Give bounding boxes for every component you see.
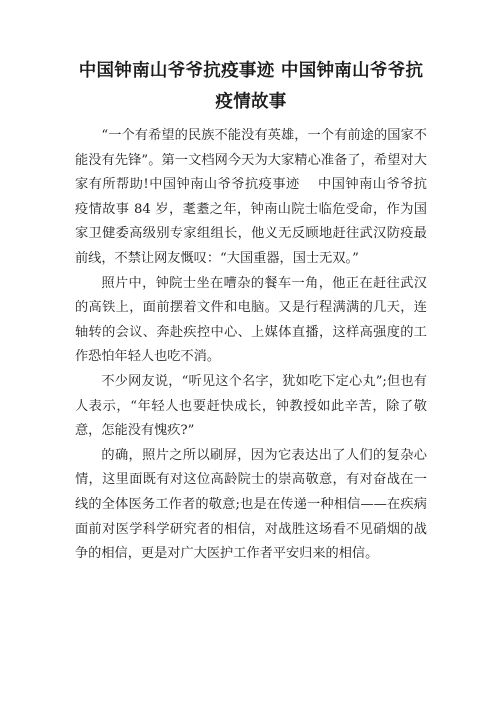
title-line-2: 疫情故事	[215, 92, 287, 112]
paragraph-1: “一个有希望的民族不能没有英雄，一个有前途的国家不能没有先锋”。第一文档网今天为大家精心准备了，希望对大家有所帮助!中国钟南山爷爷抗疫事迹 中国钟南山爷爷抗疫情故事 84 岁，耄耋之年，钟南山院士临危受命，作为国家卫健委高级别专家组组长，他义无反顾地赶往武汉防疫最前线，不禁让网友慨叹：“大国重器，国士无双。”	[75, 128, 427, 266]
title-line-1: 中国钟南山爷爷抗疫事迹 中国钟南山爷爷抗	[78, 61, 424, 81]
paragraph-3: 不少网友说，“听见这个名字，犹如吃下定心丸”;但也有人表示，“年轻人也要赶快成长，钟教授如此辛苦，除了敬意，怎能没有愧疚?”	[75, 373, 427, 439]
paragraph-4: 的确，照片之所以刷屏，因为它表达出了人们的复杂心情，这里面既有对这位高龄院士的崇高敬意，有对奋战在一线的全体医务工作者的敬意;也是在传递一种相信——在疾病面前对医学科学研究者的相信，对战胜这场看不见硝烟的战争的相信，更是对广大医护工作者平安归来的相信。	[75, 447, 427, 562]
document-title	[75, 56, 427, 118]
paragraph-2: 照片中，钟院士坐在嘈杂的餐车一角，他正在赶往武汉的高铁上，面前摆着文件和电脑。又是行程满满的几天，连轴转的会议、奔赴疾控中心、上媒体直播，这样高强度的工作恐怕年轻人也吃不消。	[75, 275, 427, 365]
document-page	[75, 56, 427, 567]
document-body	[75, 124, 427, 567]
